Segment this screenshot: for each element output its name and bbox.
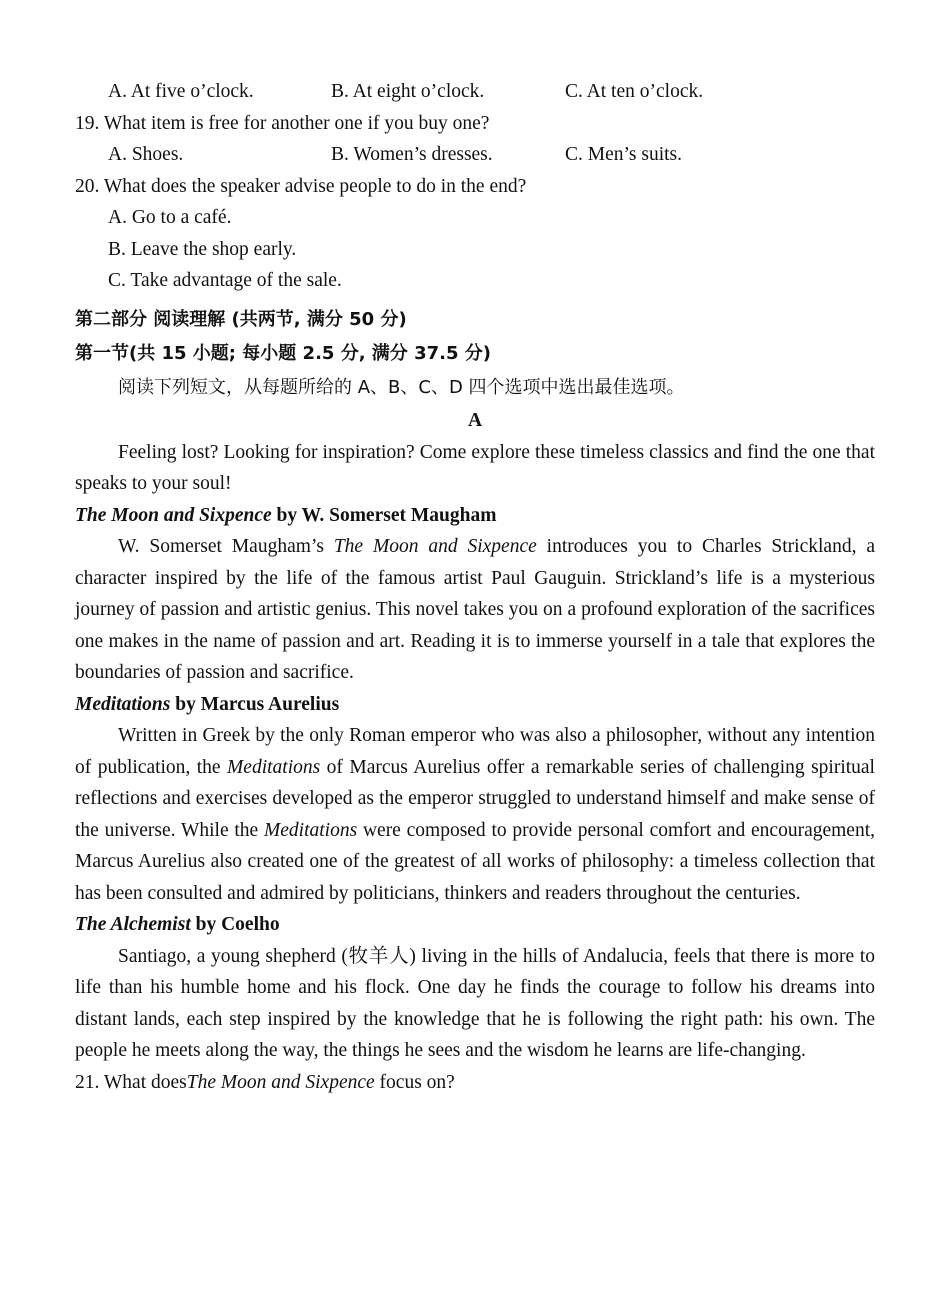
book-author: by Marcus Aurelius xyxy=(170,693,340,715)
q21-title: The Moon and Sixpence xyxy=(186,1071,375,1093)
q18-option-b: B. At eight o’clock. xyxy=(331,81,485,102)
q21-question xyxy=(75,1067,875,1099)
q19-option-a: A. Shoes. xyxy=(108,144,184,165)
book-title: The Alchemist xyxy=(75,914,191,935)
q20-question: 20. What does the speaker advise people to do in the end? xyxy=(75,175,527,197)
q19-options xyxy=(75,139,875,171)
q19-option-b: B. Women’s dresses. xyxy=(331,144,493,165)
q20-option-a: A. Go to a café. xyxy=(108,207,232,228)
instruction: 阅读下列短文，从每题所给的 A、B、C、D 四个选项中选出最佳选项。 xyxy=(118,376,685,398)
book-desc-alchemist: Santiago, a young shepherd (牧羊人) living in the hills of Andalucia, feels that there is more to life than his humble home and his flock. One day he finds the courage to follow his dreams into distant lands, each step inspired by the knowledge that he is following the right path: his own. The people he meets along the way, the things he sees and the wisdom he learns are life-changing. xyxy=(75,945,875,1061)
intro-paragraph: Feeling lost? Looking for inspiration? Come explore these timeless classics and find the one that speaks to your soul! xyxy=(75,441,875,494)
subsection-heading: 第一节(共 15 小题; 每小题 2.5 分, 满分 37.5 分) xyxy=(75,342,491,364)
book-author: by Coelho xyxy=(190,914,280,935)
desc-text: W. Somerset Maugham’s xyxy=(118,536,334,557)
book-title: The Moon and Sixpence xyxy=(75,504,272,526)
q19-option-c: C. Men’s suits. xyxy=(565,144,683,165)
desc-text: introduces you to Charles Strickland, a character inspired by the life of the famous artist Paul Gauguin. Strickland’s life is a mysterious journey of passion and artistic genius. This novel takes you on a profound exploration of the sacrifices one makes in the name of passion and art. Reading it is to immerse yourself in a tale that explores the boundaries of passion and sacrifice. xyxy=(75,536,875,683)
part-heading: 第二部分 阅读理解 (共两节, 满分 50 分) xyxy=(75,308,407,330)
desc-title: Meditations xyxy=(264,819,358,841)
q21-suffix: focus on? xyxy=(374,1071,455,1093)
book-desc-moon xyxy=(75,531,875,689)
q18-options xyxy=(75,76,875,108)
passage-label: A xyxy=(467,409,483,431)
q18-option-a: A. At five o’clock. xyxy=(108,81,254,102)
desc-title: The Moon and Sixpence xyxy=(333,536,537,557)
book-heading-meditations xyxy=(75,689,875,721)
book-heading-moon xyxy=(75,500,875,532)
book-desc-meditations xyxy=(75,720,875,909)
book-heading-alchemist xyxy=(75,909,875,941)
q19-question: 19. What item is free for another one if you buy one? xyxy=(75,112,490,134)
book-title: Meditations xyxy=(75,693,171,715)
desc-text: of Marcus Aurelius offer a remarkable series of challenging spiritual reflections and exercises developed as the emperor struggled to understand himself and make sense of the universe. While the xyxy=(75,756,875,841)
q21-prefix: 21. What does xyxy=(75,1071,187,1093)
book-author: by W. Somerset Maugham xyxy=(271,504,497,526)
desc-text: were composed to provide personal comfort and encouragement, Marcus Aurelius also created one of the greatest of all works of philosophy: a timeless collection that has been consulted and admired by politicians, thinkers and readers throughout the centuries. xyxy=(75,819,876,904)
desc-title: Meditations xyxy=(227,756,321,778)
q20-option-b: B. Leave the shop early. xyxy=(108,238,297,260)
q20-option-c: C. Take advantage of the sale. xyxy=(108,270,342,291)
exam-page xyxy=(75,76,875,1098)
q18-option-c: C. At ten o’clock. xyxy=(565,81,704,102)
desc-text: Written in Greek by the only Roman emperor who was also a philosopher, without any intention of publication, the xyxy=(75,725,875,778)
